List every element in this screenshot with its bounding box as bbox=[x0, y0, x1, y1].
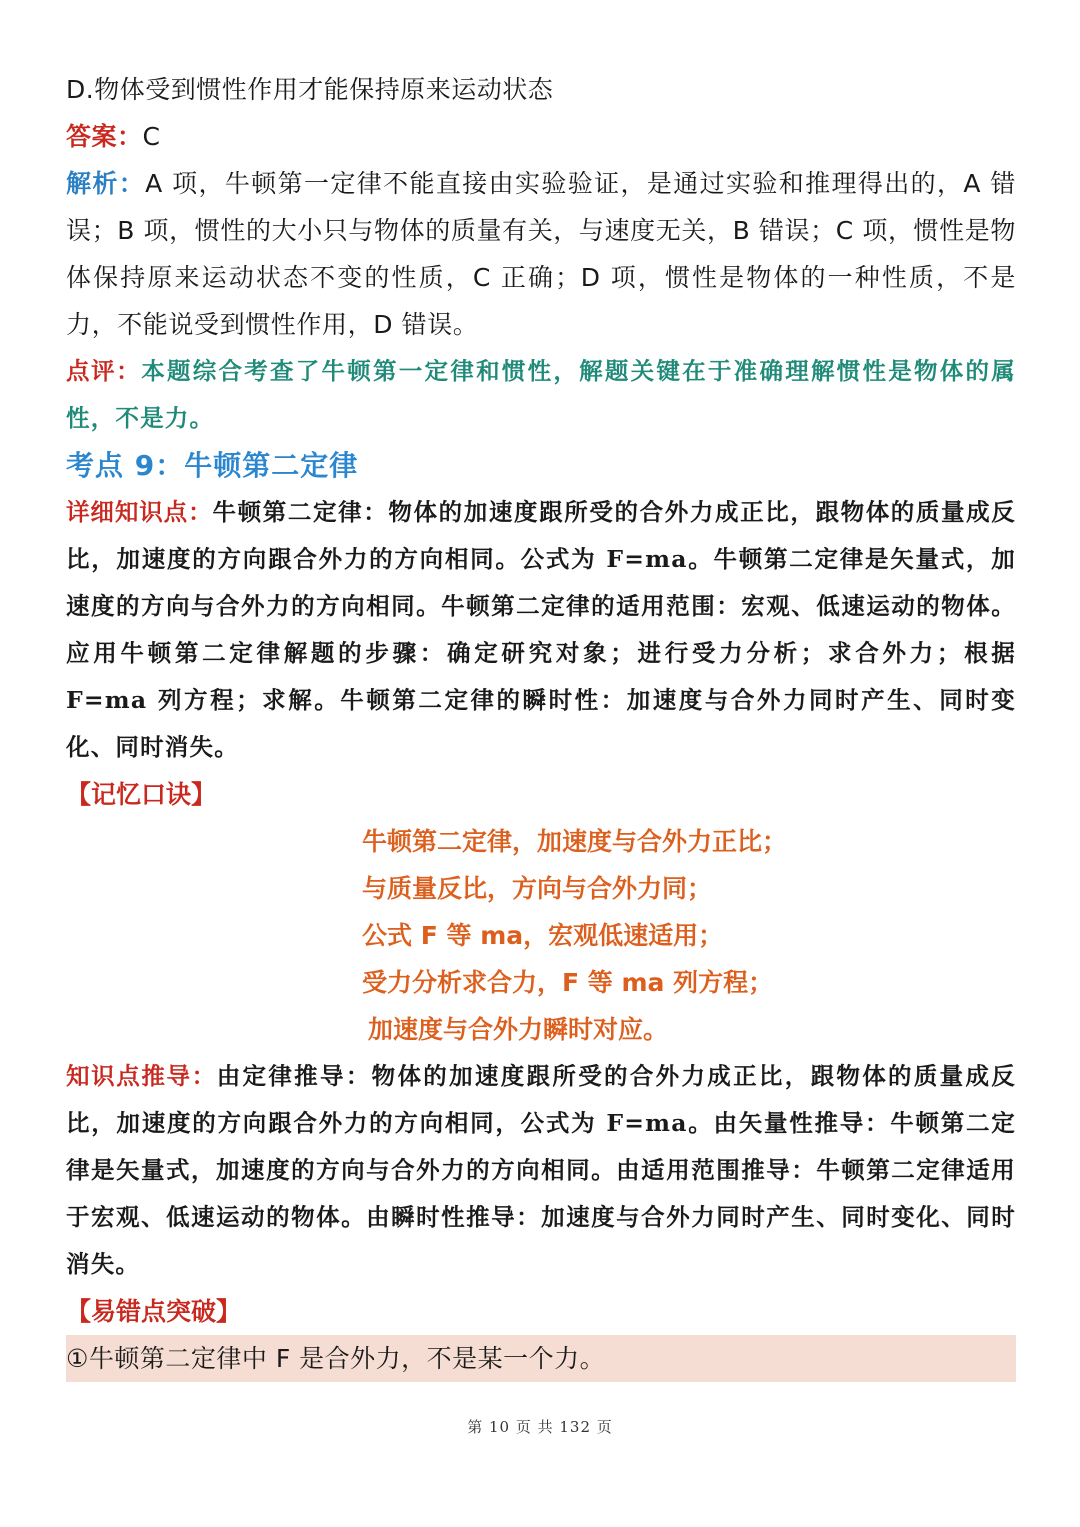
derivation-paragraph bbox=[66, 1053, 1016, 1288]
analysis-label: 解析： bbox=[66, 169, 146, 198]
pitfall-item: ①牛顿第二定律中 F 是合外力，不是某一个力。 bbox=[66, 1335, 1016, 1382]
answer-line bbox=[66, 113, 1016, 160]
mnemonic-line: 牛顿第二定律，加速度与合外力正比； bbox=[362, 827, 788, 856]
answer-value: C bbox=[142, 122, 161, 151]
mnemonic-block bbox=[66, 818, 1016, 1053]
mnemonic-heading: 【记忆口诀】 bbox=[66, 780, 217, 809]
document-page bbox=[66, 66, 1016, 1382]
detail-label: 详细知识点： bbox=[66, 498, 213, 526]
derivation-text: 由定律推导：物体的加速度跟所受的合外力成正比，跟物体的质量成反比，加速度的方向跟合外力的方向相同，公式为 F=ma。由矢量性推导：牛顿第二定律是矢量式，加速度的方向与合外力的方向相同。由适用范围推导：牛顿第二定律适用于宏观、低速运动的物体。由瞬时性推导：加速度与合外力同时产生、同时变化、同时消失。 bbox=[66, 1062, 1016, 1278]
mnemonic-line: 与质量反比，方向与合外力同； bbox=[362, 874, 713, 903]
detail-paragraph bbox=[66, 489, 1016, 771]
mnemonic-line: 公式 F 等 ma，宏观低速适用； bbox=[362, 921, 724, 950]
answer-label: 答案： bbox=[66, 122, 143, 151]
derivation-label: 知识点推导： bbox=[66, 1062, 217, 1090]
section-heading: 考点 9：牛顿第二定律 bbox=[66, 449, 359, 482]
option-d: D.物体受到惯性作用才能保持原来运动状态 bbox=[66, 75, 554, 104]
mnemonic-line: 受力分析求合力，F 等 ma 列方程； bbox=[362, 968, 774, 997]
comment-paragraph bbox=[66, 348, 1016, 442]
mnemonic-line: 加速度与合外力瞬时对应。 bbox=[368, 1015, 669, 1044]
analysis-paragraph bbox=[66, 160, 1016, 348]
comment-text: 本题综合考查了牛顿第一定律和惯性，解题关键在于准确理解惯性是物体的属性，不是力。 bbox=[66, 357, 1016, 432]
page-footer: 第 10 页 共 132 页 bbox=[467, 1418, 613, 1436]
detail-text: 牛顿第二定律：物体的加速度跟所受的合外力成正比，跟物体的质量成反比，加速度的方向跟合外力的方向相同。公式为 F=ma。牛顿第二定律是矢量式，加速度的方向与合外力的方向相同。牛顿第二定律的适用范围：宏观、低速运动的物体。应用牛顿第二定律解题的步骤：确定研究对象；进行受力分析；求合外力；根据 F=ma 列方程；求解。牛顿第二定律的瞬时性：加速度与合外力同时产生、同时变化、同时消失。 bbox=[66, 498, 1016, 761]
comment-label: 点评： bbox=[66, 357, 142, 385]
analysis-text: A 项，牛顿第一定律不能直接由实验验证，是通过实验和推理得出的，A 错误；B 项，惯性的大小只与物体的质量有关，与速度无关，B 错误；C 项，惯性是物体保持原来运动状态不变的性质，C 正确；D 项，惯性是物体的一种性质，不是力，不能说受到惯性作用，D 错误。 bbox=[66, 169, 1016, 339]
pitfall-heading: 【易错点突破】 bbox=[66, 1297, 242, 1326]
